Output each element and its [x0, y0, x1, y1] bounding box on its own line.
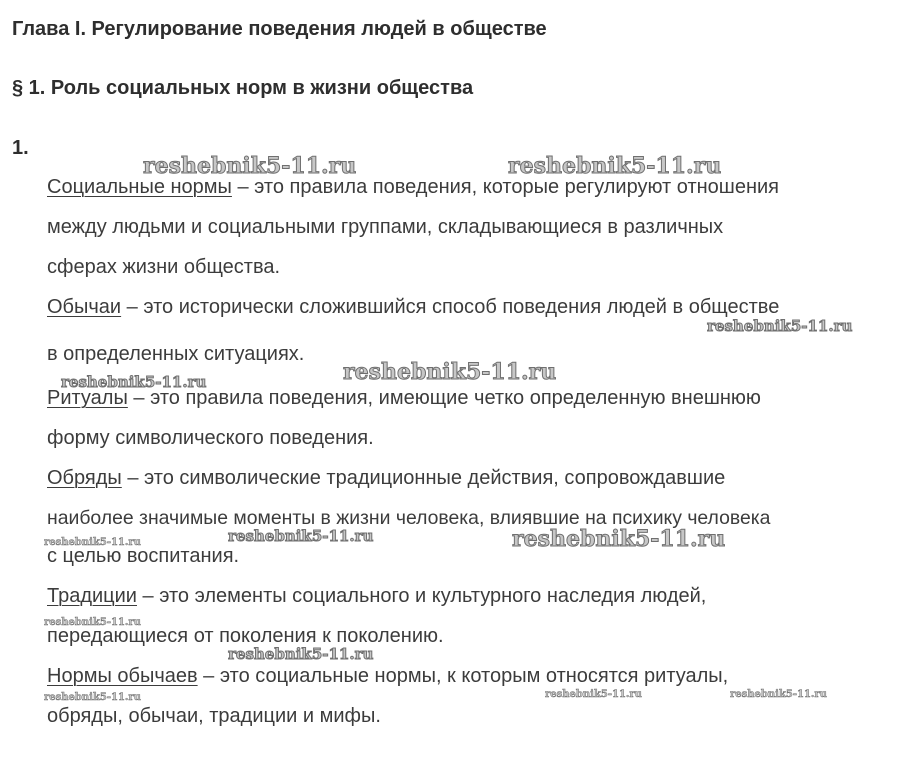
- watermark: reshebnik5-11.ru: [44, 692, 141, 703]
- definition-term: Обычаи: [47, 296, 122, 318]
- watermark: reshebnik5-11.ru: [343, 359, 557, 385]
- definition-line: [47, 664, 728, 688]
- watermark: reshebnik5-11.ru: [44, 617, 141, 628]
- definition-line: передающиеся от поколения к поколению.: [47, 625, 444, 647]
- definition-term: Традиции: [47, 585, 137, 607]
- item-number: 1.: [12, 137, 29, 159]
- definition-line: форму символического поведения.: [47, 427, 374, 449]
- watermark: reshebnik5-11.ru: [61, 373, 207, 391]
- definition-term: Нормы обычаев: [47, 665, 198, 687]
- watermark: reshebnik5-11.ru: [545, 689, 642, 700]
- watermark: reshebnik5-11.ru: [228, 645, 374, 663]
- chapter-title: Глава I. Регулирование поведения людей в обществе: [12, 18, 547, 40]
- definition-term: Обряды: [47, 467, 122, 489]
- definition-term: Социальные нормы: [47, 176, 232, 198]
- definition-line: с целью воспитания.: [47, 545, 240, 567]
- definition-text: – это социальные нормы, к которым относятся ритуалы,: [197, 665, 729, 687]
- definition-line: обряды, обычаи, традиции и мифы.: [47, 705, 381, 727]
- definition-text: – это элементы социального и культурного наследия людей,: [136, 585, 707, 607]
- definition-text: – это символические традиционные действия, сопровождавшие: [121, 467, 726, 489]
- definition-text: – это исторически сложившийся способ поведения людей в обществе: [121, 296, 780, 318]
- definition-text: – это правила поведения, имеющие четко определенную внешнюю: [127, 387, 761, 409]
- definition-line: сферах жизни общества.: [47, 256, 281, 278]
- watermark: reshebnik5-11.ru: [44, 537, 141, 548]
- definition-line: между людьми и социальными группами, складывающиеся в различных: [47, 216, 724, 238]
- definition-line: [47, 295, 779, 319]
- watermark: reshebnik5-11.ru: [730, 689, 827, 700]
- watermark: reshebnik5-11.ru: [512, 526, 726, 552]
- definition-line: наиболее значимые моменты в жизни человека, влиявшие на психику человека: [47, 507, 771, 529]
- section-title: § 1. Роль социальных норм в жизни общества: [12, 77, 474, 99]
- definition-line: [47, 584, 706, 608]
- watermark: reshebnik5-11.ru: [707, 317, 853, 335]
- watermark: reshebnik5-11.ru: [508, 153, 722, 179]
- definition-line: [47, 466, 725, 490]
- definition-line: в определенных ситуациях.: [47, 343, 305, 365]
- watermark: reshebnik5-11.ru: [228, 527, 374, 545]
- definition-term: Ритуалы: [47, 387, 128, 409]
- definition-text: – это правила поведения, которые регулируют отношения: [231, 176, 779, 198]
- watermark: reshebnik5-11.ru: [143, 153, 357, 179]
